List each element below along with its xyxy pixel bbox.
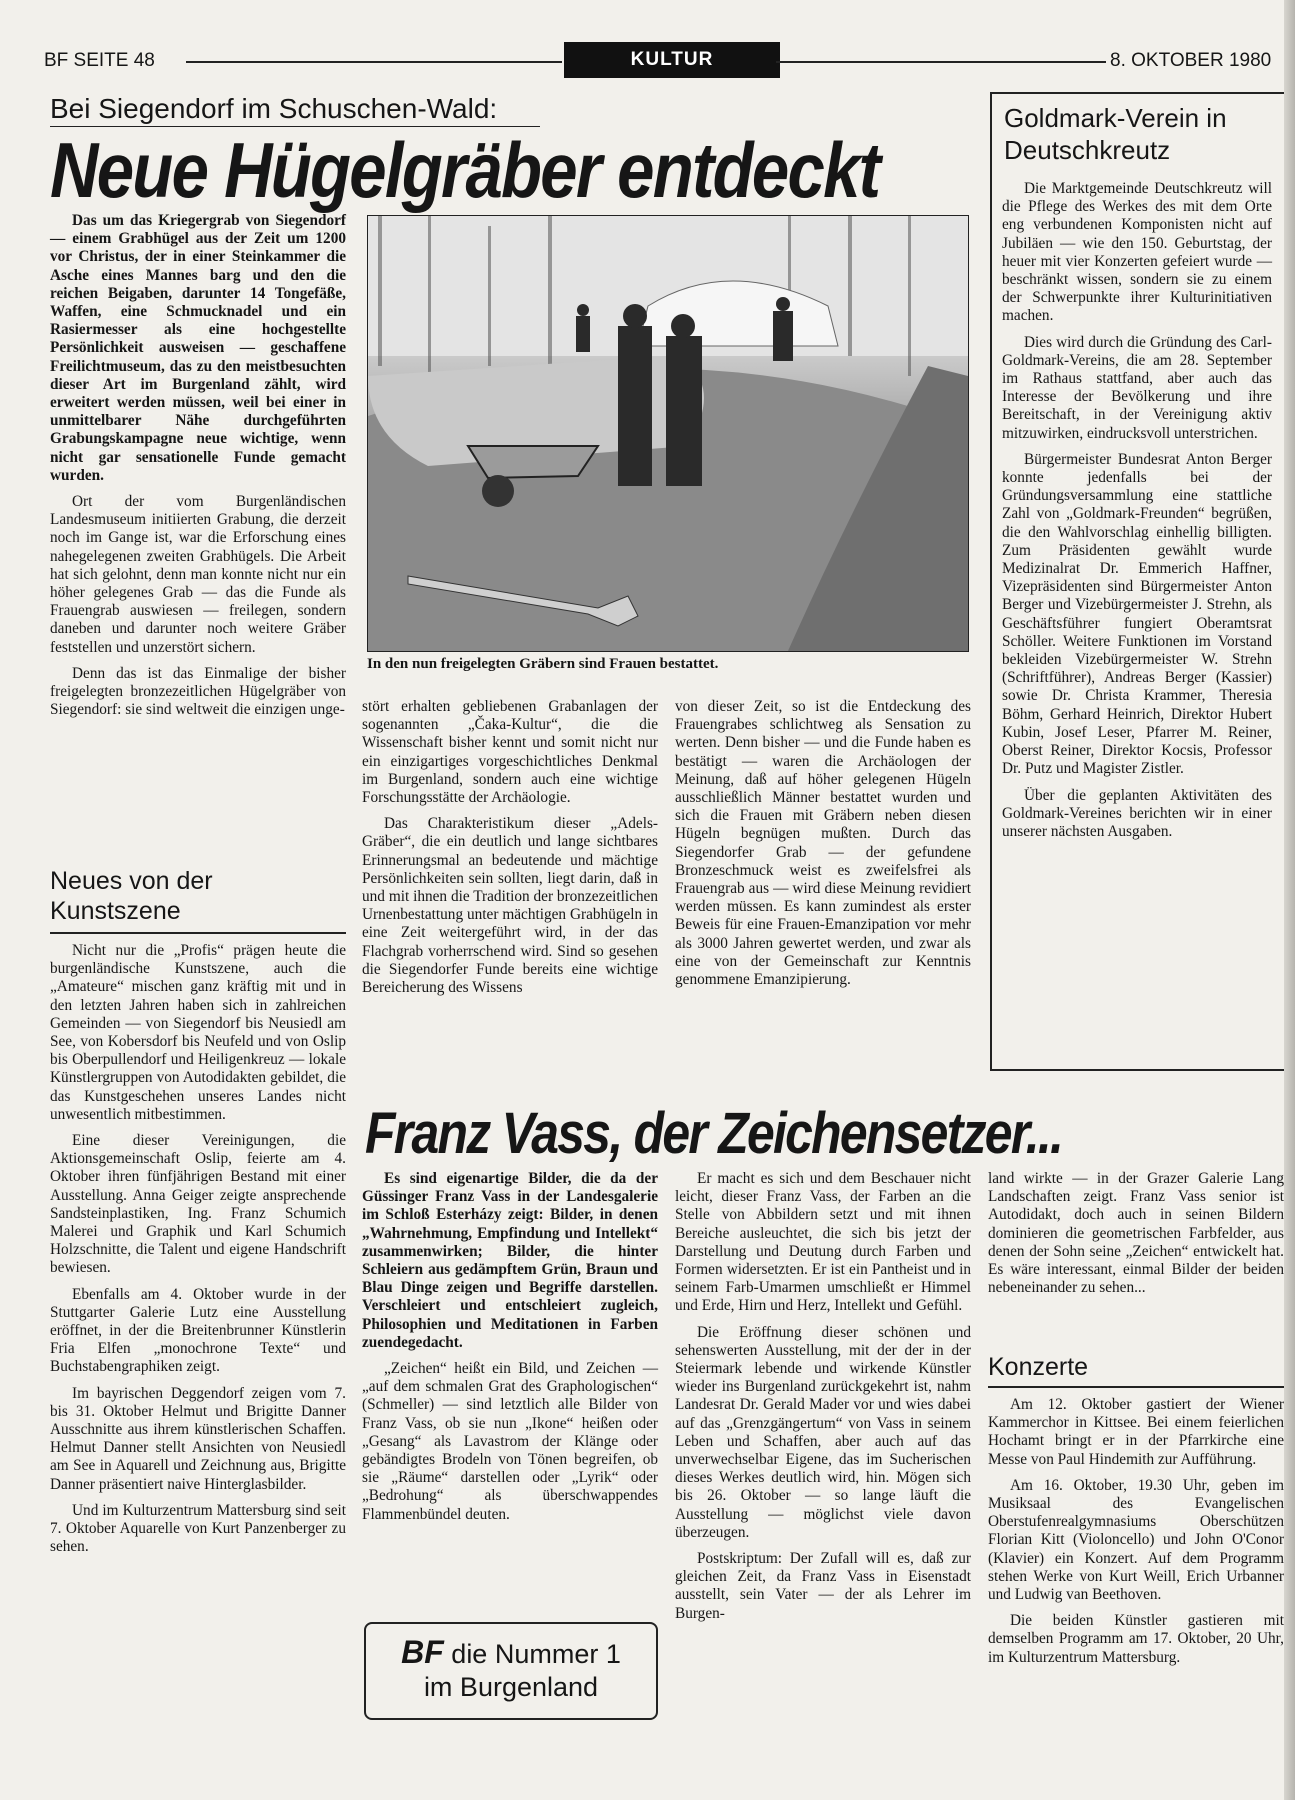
kunstszene-paragraph: Ebenfalls am 4. Oktober wurde in der Stuttgarter Galerie Lutz eine Ausstellung eröffnet, in der die Breitenbrunner Künstlerin Fria Elfen „monochrone Texte“ und Buchstabengraphiken zeigt.	[50, 1285, 346, 1376]
page-number: BF SEITE 48	[44, 50, 155, 71]
excavation-photo-art	[368, 216, 968, 651]
bf-advert-line1	[366, 1636, 656, 1670]
konzerte-text	[988, 1396, 1284, 1675]
photo-wheelbarrow	[468, 446, 598, 478]
kunstszene-paragraph: Und im Kulturzentrum Mattersburg sind seit 7. Oktober Aquarelle von Kurt Panzenberger zu sehen.	[50, 1501, 346, 1556]
lead-paragraph: stört erhalten gebliebenen Grabanlagen der sogenannten „Čaka-Kultur“, die die Wissenschaft bisher kennt und somit nicht nur ein einzigartiges vorgeschichtliches Denkmal im Burgenland, sondern auch eine wichtige Forschungsstätte der Archäologie.	[362, 698, 658, 807]
lead-column-2	[362, 698, 658, 1005]
bf-advert-text1: die Nummer 1	[451, 1639, 621, 1669]
kunstszene-paragraph: Nicht nur die „Profis“ prägen heute die burgenländische Kunstszene, auch die „Amateure“ mischen ganz kräftig mit und in den letzten Jahren haben sich in zahlreichen Gemeinden — von Siegendorf bis Neusiedl am See, von Kobersdorf bis Neufeld und von Oslip bis Oberpullendorf und Heiligenkreuz — lokale Künstlergruppen von Autodidakten gebildet, die das Kunstgeschehen unseres Landes nicht unwesentlich mitbestimmen.	[50, 942, 346, 1123]
header-rule-right	[776, 61, 1106, 63]
goldmark-text	[1002, 180, 1272, 849]
lead-paragraph: Das Charakteristikum dieser „Adels-Gräber“, die ein deutlich und lange sichtbares Erinnerungsmal an bedeutende und mächtige Persönlichkeiten sein sollten, liegt darin, daß in und mit ihnen die Tradition der bronzezeitlichen Urnenbestattung unter mächtigen Grabhügeln in eine Zeit weitergeführt wird, in der das Flachgrab vorherrschend wird. Sind so gesehen die Siegendorfer Funde bereits eine wichtige Bereicherung des Wissens	[362, 815, 658, 997]
bf-advert-text2: im Burgenland	[423, 1672, 599, 1702]
konzerte-paragraph: Am 12. Oktober gastiert der Wiener Kammerchor in Kittsee. Bei einem feierlichen Hochamt bringt er in der Pfarrkirche eine Messe von Paul Hindemith zur Aufführung.	[988, 1396, 1284, 1468]
photo-caption: In den nun freigelegten Gräbern sind Frauen bestattet.	[367, 656, 719, 672]
goldmark-paragraph: Bürgermeister Bundesrat Anton Berger konnte jedenfalls bei der Gründungsversammlung eine stattliche Zahl von „Goldmark-Freunden“ begrüßen, die den Wahlvorschlag einhellig billigten. Zum Präsidenten gewählt wurde Medizinalrat Dr. Emmerich Haffner, Vizepräsidenten sind Bürgermeister Anton Berger und Vizebürgermeister J. Strehn, als Geschäftsführer fungiert Oberamtsrat Schöller. Weitere Funktionen im Vorstand bekleiden Vizebürgermeister W. Strehn (Schriftführer), Andreas Berger (Kassier) sowie Dr. Christa Krammer, Theresia Böhm, Gerhard Heinrich, Direktor Hubert Kubin, Josef Leser, Pfarrer M. Reiner, Oberst Reiner, Direktor Kocsis, Professor Dr. Putz und Magister Zistler.	[1002, 450, 1272, 778]
photo-wheel	[482, 475, 514, 507]
lead-paragraph: Denn das ist das Einmalige der bisher freigelegten bronzezeitlichen Hügelgräber von Siegendorf: sie sind weltweit die einzigen unge-	[50, 664, 346, 719]
section-label: KULTUR	[564, 42, 780, 78]
excavation-photo	[367, 215, 969, 652]
konzerte-paragraph: Am 16. Oktober, 19.30 Uhr, geben im Musiksaal des Evangelischen Oberstufenrealgymnasiums Oberschützen Florian Kitt (Violoncello) und John O'Conor (Klavier) ein Konzert. Auf dem Programm stehen Werke von Kurt Weill, Erich Urbanner und Ludwig van Beethoven.	[988, 1476, 1284, 1604]
lead-kicker: Bei Siegendorf im Schuschen-Wald:	[50, 93, 498, 124]
vass-column-1	[362, 1170, 658, 1532]
bf-advert	[364, 1622, 658, 1720]
kunstszene-rule	[50, 932, 346, 934]
vass-headline: Franz Vass, der Zeichensetzer...	[365, 1101, 1063, 1166]
vass-paragraph: Er macht es sich und dem Beschauer nicht leicht, dieser Franz Vass, der Farben an die Stelle von Abbildern setzt und mit ihnen Bereiche ausleuchtet, die sich bis jetzt der Darstellung und Deutung durch Farben und Formen widersetzten. Er ist ein Pantheist und in seinem Farb-Umarmen umschließt er Himmel und Erde, Hirn und Herz, Intellekt und Gefühl.	[675, 1170, 971, 1315]
goldmark-paragraph: Die Marktgemeinde Deutschkreutz will die Pflege des Werkes des mit dem Orte eng verbundenen Komponisten nicht auf Jubiläen — wie den 150. Geburtstag, der heuer mit vier Konzerten gefeiert wurde — beschränkt wissen, sondern sie zu einem der Schwerpunkte ihrer Kulturinitiativen machen.	[1002, 180, 1272, 325]
kunstszene-title: Neues von der Kunstszene	[50, 867, 213, 925]
issue-date-cut: 0	[1260, 50, 1272, 71]
lead-column-1	[50, 212, 346, 727]
goldmark-paragraph: Über die geplanten Aktivitäten des Goldmark-Vereines berichten wir in einer unserer nächsten Ausgaben.	[1002, 786, 1272, 840]
konzerte-paragraph: Die beiden Künstler gastieren mit demselben Programm am 17. Oktober, 20 Uhr, im Kulturzentrum Mattersburg.	[988, 1612, 1284, 1666]
lead-headline: Neue Hügelgräber entdeckt	[50, 126, 880, 214]
vass-paragraph: Postskriptum: Der Zufall will es, daß zur gleichen Zeit, da Franz Vass in Eisenstadt ausstellt, sein Vater — der als Lehrer im Burgen-	[675, 1550, 971, 1622]
vass-paragraph: Es sind eigenartige Bilder, die da der Güssinger Franz Vass in der Landesgalerie im Schloß Esterházy zeigt: Bilder, in denen „Wahrnehmung, Empfindung und Intellekt“ zusammenwirken; Bilder, die hinter Schleiern aus gedämpftem Grün, Braun und Blau Dinge zeigen und Begriffe darstellen. Verschleiert und entschleiert zugleich, Philosophien und Meditationen in Farben zuendegedacht.	[362, 1170, 658, 1351]
konzerte-rule	[988, 1386, 1284, 1388]
lead-column-3	[675, 698, 971, 997]
vass-paragraph: Die Eröffnung dieser schönen und sehenswerten Ausstellung, mit der der in der Steiermark lebende und wirkende Künstler wieder ins Burgenland zurückgekehrt ist, nahm Landesrat Dr. Gerald Mader vor und wies dabei auf das „Grenzgängertum“ von Vass in seinem Leben und Schaffen, aber auch auf das unverwechselbar Eigene, das im Sucherischen dieses Werkes deutlich wird, hin. Mögen sich bis 26. Oktober — so lange läuft die Ausstellung — möglichst viele davon überzeugen.	[675, 1323, 971, 1541]
header-rule-left	[186, 61, 562, 63]
kunstszene-paragraph: Eine dieser Vereinigungen, die Aktionsgemeinschaft Oslip, feierte am 4. Oktober ihren fünfjährigen Bestand mit einer Ausstellung. Anna Geiger zeigte ansprechende Sandsteinplastiken, Ing. Franz Schumich Malerei und Graphik und Karl Schumich Holzschnitte, die Talent und eigene Handschrift bewiesen.	[50, 1132, 346, 1277]
lead-paragraph: Ort der vom Burgenländischen Landesmuseum initiierten Grabung, die derzeit noch im Gange ist, war die Erforschung eines nahegelegenen zweiten Grabhügels. Die Arbeit hat sich gelohnt, denn man konnte nicht nur ein höher gelegenes Grab — das die Funde als Frauengrab auswiesen — freilegen, sondern daneben und darunter noch weitere Gräber feststellen und unzerstört sichern.	[50, 493, 346, 656]
vass-paragraph: land wirkte — in der Grazer Galerie Lang Landschaften zeigt. Franz Vass senior ist Autodidakt, doch auch in seinen Bildern dominieren die geometrischen Farbfelder, aus denen der Sohn seine „Zeichen“ entwickelt hat. Es wäre interessant, einmal Bilder der beiden nebeneinander zu sehen...	[988, 1170, 1284, 1297]
page-edge	[1284, 0, 1295, 1800]
issue-date-main: 8. OKTOBER 198	[1110, 50, 1261, 71]
vass-paragraph: „Zeichen“ heißt ein Bild, und Zeichen — „auf dem schmalen Grat des Graphologischen“ (Schmeller) — sind letztlich alle Bilder von Franz Vass, ob sie nun „Ikone“ heißen oder „Gesang“ als Lavastrom der Klänge oder gebändigtes Brodeln von Tönen begreifen, ob sie „Räume“ darstellen oder „Lyrik“ oder „Bedrohung“ als überschwappendes Flammenbündel deuten.	[362, 1360, 658, 1523]
vass-column-3	[988, 1170, 1284, 1305]
goldmark-title: Goldmark-Verein in Deutschkreutz	[1004, 103, 1227, 165]
issue-date	[1110, 50, 1272, 72]
lead-paragraph: von dieser Zeit, so ist die Entdeckung des Frauengrabes schlichtweg als Sensation zu werten. Denn bisher — und die Funde haben es bestätigt — waren die Archäologen der Meinung, daß auf höher gelegenen Hügeln ausschließlich Männer bestattet wurden und sich die Frauen mit Gräbern neben diesen Hügeln begnügen mußten. Durch das Siegendorfer Grab — der gefundene Bronzeschmuck weist es zweifelsfrei als Frauengrab aus — wird diese Meinung revidiert werden müssen. Es kann zumindest als erster Beweis für eine Frauen-Emanzipation vor mehr als 3000 Jahren gewertet werden, und zwar als eine von der Gemeinschaft zur Kenntnis genommene Emanzipierung.	[675, 698, 971, 989]
kunstszene-text	[50, 942, 346, 1565]
vass-column-2	[675, 1170, 971, 1631]
lead-paragraph: Das um das Kriegergrab von Siegendorf — einem Grabhügel aus der Zeit um 1200 vor Christus, der in einer Steinkammer die Asche eines Mannes barg und den die reichen Beigaben, darunter 14 Tongefäße, Waffen, eine Schmucknadel und ein Rasiermesser als eine hochgestellte Persönlichkeit ausweisen — geschaffene Freilichtmuseum, das zu den meistbesuchten dieser Art im Burgenland zählt, wird erweitert werden müssen, weil bei einer in unmittelbarer Nähe durchgeführten Grabungskampagne neue wichtige, wenn nicht gar sensationelle Funde gemacht wurden.	[50, 212, 346, 484]
bf-brand: BF	[401, 1634, 444, 1670]
kunstszene-paragraph: Im bayrischen Deggendorf zeigen vom 7. bis 31. Oktober Helmut und Brigitte Danner Ausschnitte aus ihrem künstlerischen Schaffen. Helmut Danner stellt Ansichten von Neusiedl am See in Aquarell und Zeichnung aus, Brigitte Danner präsentiert naive Hinterglasbilder.	[50, 1384, 346, 1493]
goldmark-paragraph: Dies wird durch die Gründung des Carl-Goldmark-Vereins, die am 28. September im Rathaus stattfand, aber auch das Interesse der Bevölkerung und ihre Bereitschaft, in der Vereinigung aktiv mitzuwirken, eindrucksvoll unterstrichen.	[1002, 333, 1272, 442]
konzerte-title: Konzerte	[988, 1353, 1089, 1381]
